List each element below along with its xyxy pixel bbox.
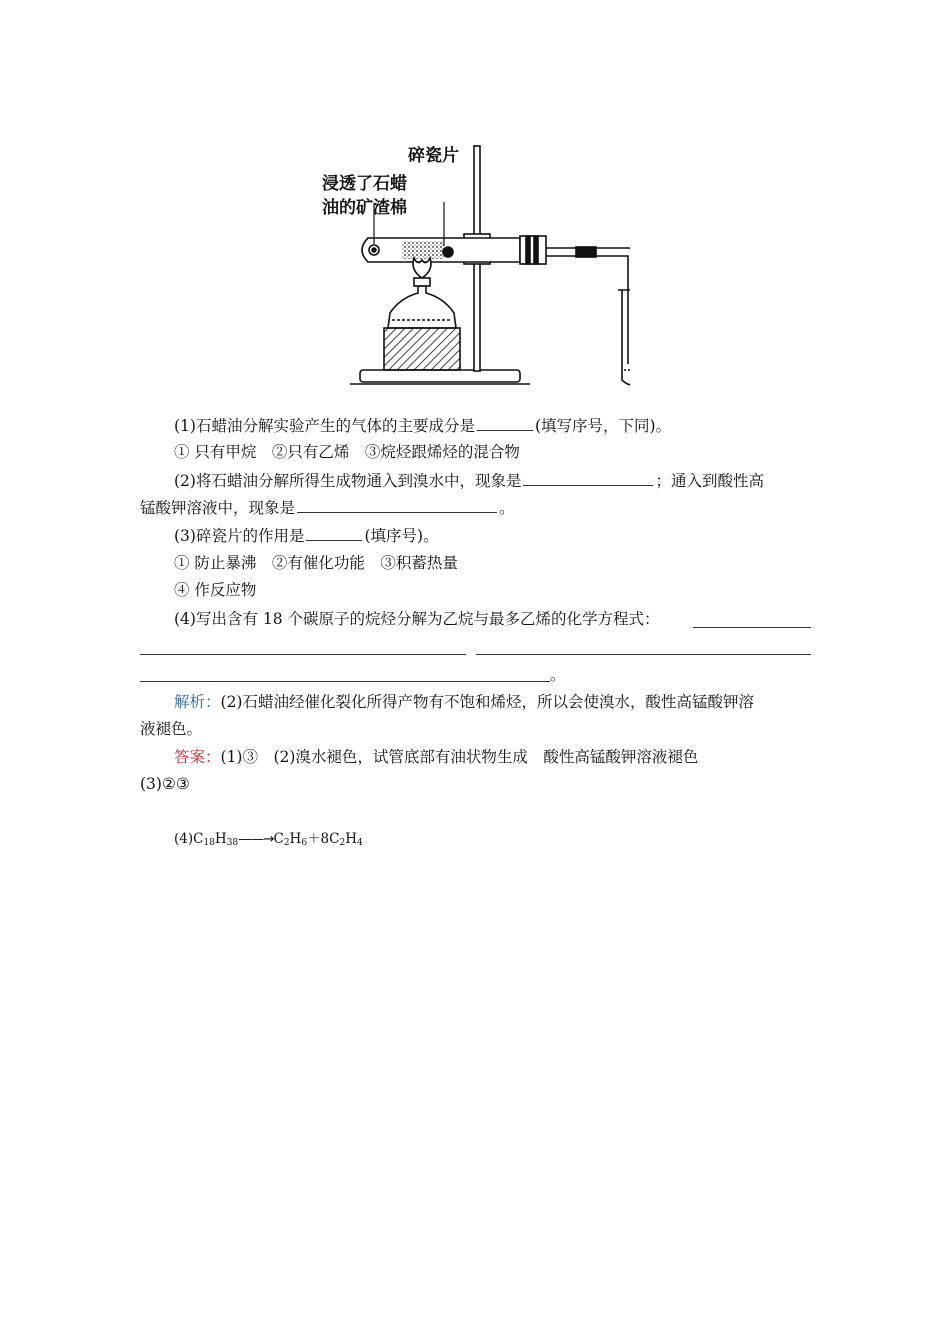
q4-prefix: (4)写出含有 18 个碳原子的烷烃分解为乙烷与最多乙烯的化学方程式：: [174, 610, 660, 628]
eq-h1: H: [214, 831, 227, 847]
eq-c1: C: [193, 831, 204, 847]
eq-sub4: 6: [301, 838, 308, 848]
stopper: [520, 236, 546, 264]
q2-part1: (2)将石蜡油分解所得生成物通入到溴水中，现象是: [174, 472, 522, 490]
q4-end: 。: [550, 666, 566, 684]
q4-blank-d: [140, 681, 550, 682]
q1-suffix: (填写序号，下同)。: [534, 417, 672, 435]
analysis-line1: [174, 689, 846, 715]
q2-part4: 。: [499, 499, 515, 517]
q4-blank-b: [140, 654, 466, 655]
eq-plus: ＋8: [307, 831, 330, 847]
q2-part3: 锰酸钾溶液中，现象是: [140, 499, 296, 517]
q4-line: [174, 606, 846, 632]
q3-options1: ① 防止暴沸 ②有催化功能 ③积蓄热量: [174, 554, 458, 572]
q2-line2: [140, 494, 812, 521]
q2-line1: [174, 467, 846, 494]
answer-equation: [174, 826, 846, 852]
q3-prefix: (3)碎瓷片的作用是: [174, 527, 305, 545]
eq-sub6: 4: [357, 838, 363, 848]
eq-c2: C: [273, 831, 284, 847]
support-block: [384, 328, 460, 370]
eq-prefix: (4): [174, 831, 194, 847]
eq-h3: H: [345, 831, 358, 847]
label-mineral-wool-2: 油的矿渣棉: [322, 198, 407, 218]
analysis-text1: (2)石蜡油经催化裂化所得产物有不饱和烯烃，所以会使溴水，酸性高锰酸钾溶: [220, 693, 754, 711]
analysis-text2: 液褪色。: [140, 720, 203, 738]
q3-suffix: (填序号)。: [364, 527, 439, 545]
analysis-label: 解析：: [174, 693, 221, 711]
answer-line1: [174, 744, 846, 770]
delivery-tube: [546, 248, 630, 364]
eq-arrow: ——→: [238, 831, 274, 847]
eq-h2: H: [289, 831, 302, 847]
flame: [413, 258, 431, 278]
answer-text1: (1)③ (2)溴水褪色，试管底部有油状物生成 酸性高锰酸钾溶液褪色: [220, 748, 699, 766]
q3-line: [174, 522, 846, 549]
q2-blank2: [297, 494, 497, 513]
eq-sub5: 2: [339, 838, 346, 848]
answer-text2: (3)②③: [140, 775, 190, 793]
eq-c3: C: [329, 831, 340, 847]
eq-sub1: 18: [203, 838, 215, 848]
eq-sub3: 2: [283, 838, 290, 848]
q3-blank: [306, 522, 362, 541]
q1-prefix: (1)石蜡油分解实验产生的气体的主要成分是: [174, 417, 475, 435]
stand-base: [360, 370, 520, 382]
label-mineral-wool-1: 浸透了石蜡: [322, 174, 407, 194]
label-porcelain-chips: 碎瓷片: [408, 146, 459, 166]
porcelain-chip: [443, 247, 453, 257]
q4-blank-a: [693, 627, 811, 628]
apparatus-figure: [322, 138, 630, 390]
q1-options: ① 只有甲烷 ②只有乙烯 ③烷烃跟烯烃的混合物: [174, 443, 520, 461]
q2-part2: ；通入到酸性高: [655, 472, 764, 490]
mineral-wool: [402, 241, 444, 259]
q4-blank-c: [476, 654, 811, 655]
q1-line: [174, 412, 846, 439]
eq-sub2: 38: [226, 838, 239, 848]
q1-blank: [477, 412, 533, 431]
q3-options2: ④ 作反应物: [174, 581, 257, 599]
q2-blank1: [523, 467, 653, 486]
answer-label: 答案：: [174, 748, 221, 766]
spirit-lamp: [388, 286, 456, 328]
